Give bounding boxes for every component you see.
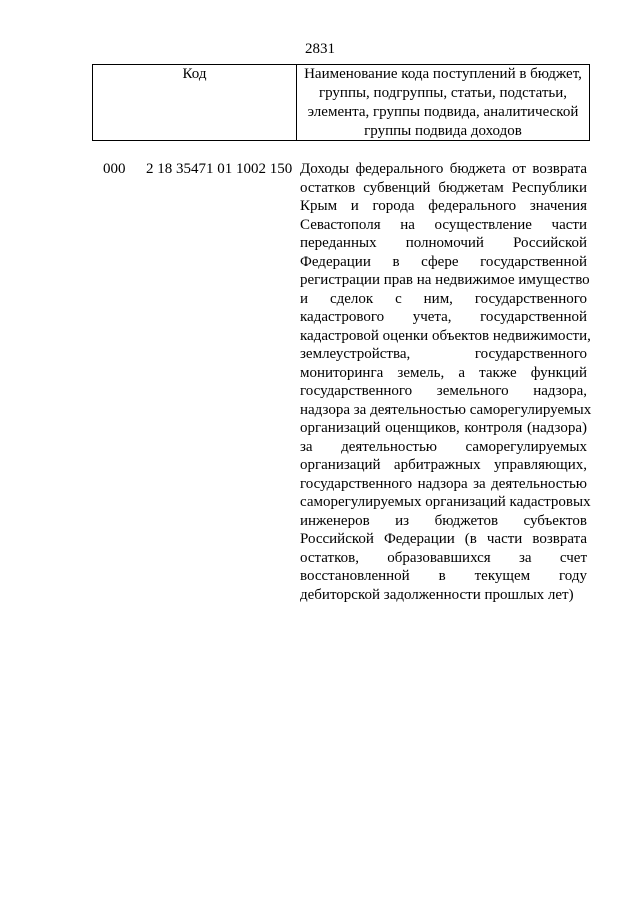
description-line: регистрации прав на недвижимое имущество — [300, 272, 590, 288]
description-line: мониторинга земель, а также функций — [300, 364, 587, 381]
description-line: Севастополя на осуществление части — [300, 216, 587, 233]
description-line: надзора за деятельностью саморегулируемых — [300, 401, 592, 418]
admin-code: 000 — [103, 161, 126, 177]
description-line: Доходы федерального бюджета от возврата — [300, 161, 587, 177]
description-line: государственного земельного надзора, — [300, 383, 587, 399]
description-line: дебиторской задолженности прошлых лет) — [300, 586, 574, 603]
description-line: Российской Федерации (в части возврата — [300, 531, 587, 547]
page-number: 2831 — [305, 41, 335, 57]
description-line: саморегулируемых организаций кадастровых — [300, 494, 591, 510]
description-line: и сделок с ним, государственного — [300, 290, 587, 307]
description-line: кадастрового учета, государственной — [300, 309, 587, 325]
income-code: 2 18 35471 01 1002 150 — [146, 161, 293, 177]
description-line: остатков субвенций бюджетам Республики — [300, 179, 587, 196]
description-line: за деятельностью саморегулируемых — [300, 438, 587, 455]
table-header — [92, 64, 590, 141]
description-line: переданных полномочий Российской — [300, 235, 587, 251]
income-description — [300, 160, 592, 604]
description-line: кадастровой оценки объектов недвижимости, — [300, 327, 591, 344]
description-line: Крым и города федерального значения — [300, 198, 587, 214]
description-line: инженеров из бюджетов субъектов — [300, 512, 587, 529]
description-line: организаций арбитражных управляющих, — [300, 457, 587, 473]
description-line: организаций оценщиков, контроля (надзора) — [300, 420, 587, 436]
description-line: Федерации в сфере государственной — [300, 253, 587, 270]
description-line: государственного надзора за деятельностью — [300, 475, 587, 492]
description-line: землеустройства, государственного — [300, 346, 587, 362]
description-line: восстановленной в текущем году — [300, 568, 587, 584]
header-code-column: Код — [93, 65, 297, 140]
description-line: остатков, образовавшихся за счет — [300, 549, 587, 566]
header-name-column: Наименование кода поступлений в бюджет, группы, подгруппы, статьи, подстатьи, элемента, группы подвида, аналитической группы подвида доходов — [304, 66, 582, 139]
